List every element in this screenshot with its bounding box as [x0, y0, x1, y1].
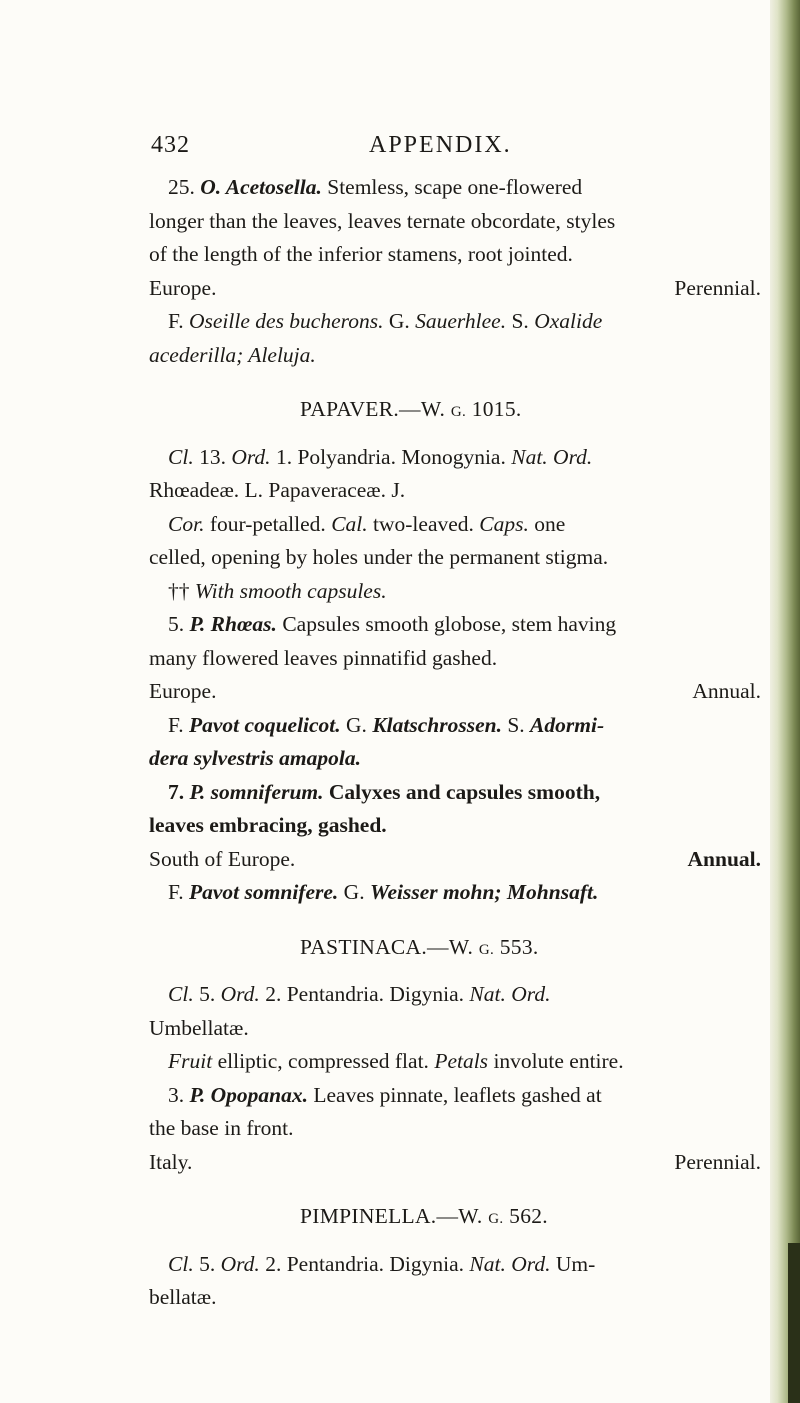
papaver-orders: Rhœadeæ. L. Papaveraceæ. J.: [149, 478, 406, 502]
species-name: O. Acetosella.: [200, 175, 322, 199]
entry-rhoeas-last: dera sylvestris amapola.: [149, 746, 361, 770]
entry-acetosella-habitat: [149, 272, 761, 306]
entry-acetosella-line-2: longer than the leaves, leaves ternate obcordate, styles: [149, 208, 616, 233]
pastinaca-orders: Umbellatæ.: [149, 1015, 249, 1040]
entry-acetosella-line-3: of the length of the inferior stamens, root jointed.: [149, 242, 573, 266]
page-body: [149, 171, 761, 1315]
genus-heading-pastinaca: PASTINACA.—W. G. 553.: [300, 934, 539, 959]
entry-somniferum-common-names: F. Pavot somnifere. G. Weisser mohn; Mohnsaft.: [168, 880, 599, 904]
entry-rhoeas-line-2: many flowered leaves pinnatifid gashed.: [149, 645, 498, 670]
entry-somniferum-line-1: 7. P. somniferum. Calyxes and capsules smooth,: [168, 779, 601, 804]
genus-heading-pimpinella: PIMPINELLA.—W. G. 562.: [300, 1204, 548, 1228]
page-edge-dark-corner: [788, 1243, 800, 1403]
entry-rhoeas-habitat: [149, 675, 761, 709]
entry-opopanax-line-1: 3. P. Opopanax. Leaves pinnate, leaflets gashed at: [168, 1082, 602, 1107]
entry-acetosella-last: acederilla; Aleluja.: [149, 342, 316, 367]
species-name: P. Rhœas.: [189, 612, 277, 636]
genus-heading-papaver: PAPAVER.—W. G. 1015.: [300, 397, 522, 421]
pimpinella-orders: bellatæ.: [149, 1285, 217, 1309]
pimpinella-classification: Cl. 5. Ord. 2. Pentandria. Digynia. Nat. Ord. Um-: [168, 1251, 596, 1276]
entry-rhoeas-common-names: F. Pavot coquelicot. G. Klatschrossen. S. Adormi-: [168, 712, 605, 737]
entry-somniferum-habitat: [149, 843, 761, 877]
pastinaca-classification: Cl. 5. Ord. 2. Pentandria. Digynia. Nat. Ord.: [168, 982, 551, 1006]
papaver-classification: Cl. 13. Ord. 1. Polyandria. Monogynia. Nat. Ord.: [168, 444, 593, 469]
page-number: 432: [151, 132, 190, 158]
region-text: Italy.: [149, 1149, 193, 1174]
duration-text: Annual.: [692, 679, 761, 703]
entry-opopanax-line-2: the base in front.: [149, 1116, 294, 1140]
page-edge-shadow: [770, 0, 800, 1403]
pastinaca-characters: Fruit elliptic, compressed flat. Petals involute entire.: [168, 1049, 624, 1073]
species-name: P. somniferum.: [189, 779, 324, 804]
double-dagger-mark: ††: [168, 578, 190, 603]
duration-text: Annual.: [687, 846, 761, 871]
species-name: P. Opopanax.: [189, 1082, 308, 1107]
running-head: [151, 132, 771, 166]
duration-text: Perennial.: [674, 1149, 761, 1174]
papaver-characters: Cor. four-petalled. Cal. two-leaved. Caps. one: [168, 511, 566, 536]
region-text: Europe.: [149, 679, 217, 703]
entry-acetosella-common-names: F. Oseille des bucherons. G. Sauerhlee. S. Oxalide: [168, 309, 603, 333]
entry-somniferum-line-2: leaves embracing, gashed.: [149, 813, 387, 837]
region-text: Europe.: [149, 275, 217, 300]
duration-text: Perennial.: [674, 275, 761, 300]
entry-opopanax-habitat: [149, 1146, 761, 1180]
entry-acetosella-line-1: 25. O. Acetosella. Stemless, scape one-flowered: [168, 175, 583, 199]
papaver-section: †† With smooth capsules.: [168, 578, 387, 603]
region-text: South of Europe.: [149, 846, 296, 871]
papaver-characters-cont: celled, opening by holes under the permanent stigma.: [149, 545, 609, 569]
page-title: APPENDIX.: [369, 132, 512, 158]
entry-rhoeas-line-1: 5. P. Rhœas. Capsules smooth globose, stem having: [168, 612, 617, 636]
